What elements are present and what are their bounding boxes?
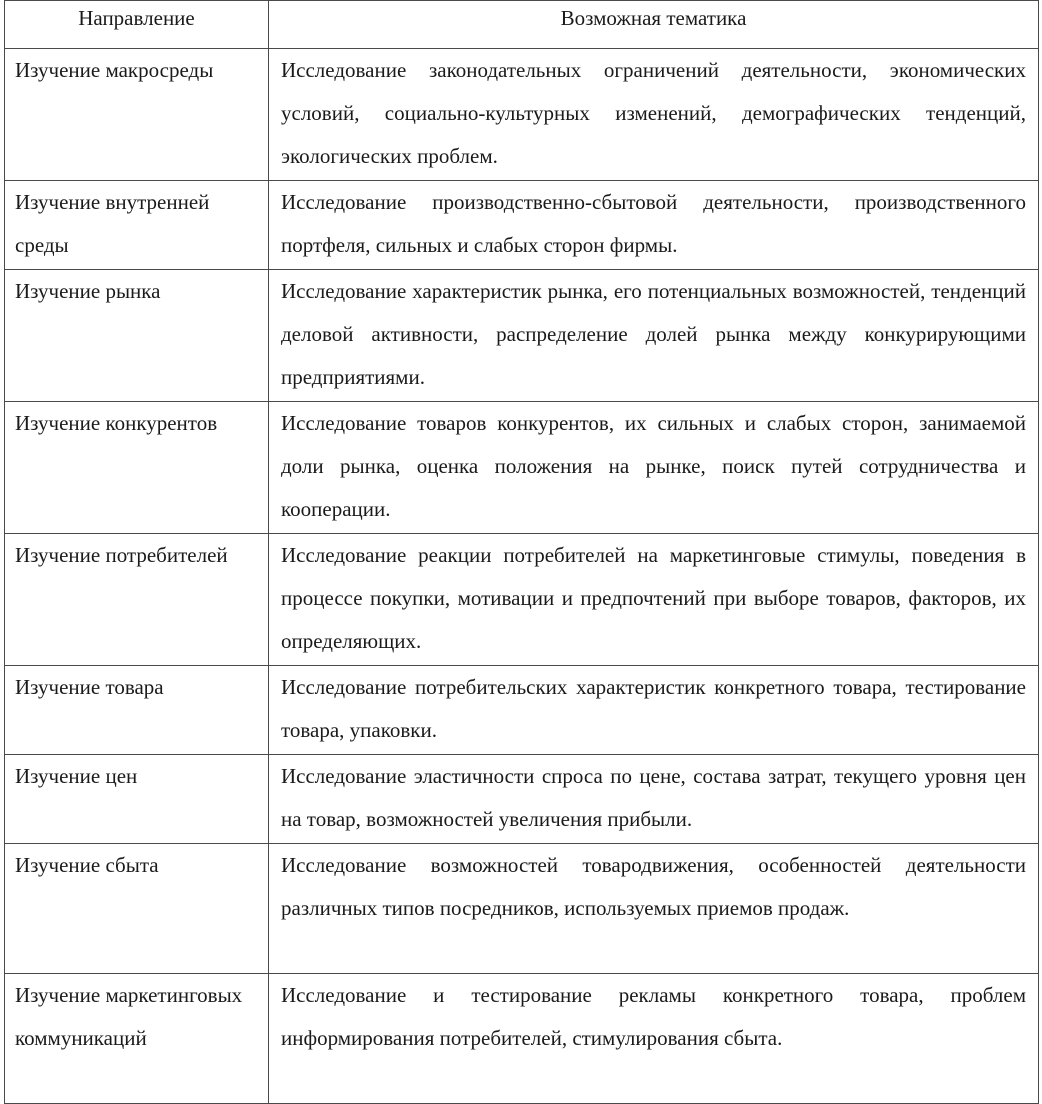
direction-cell: Изучение внутренней среды: [5, 181, 269, 270]
direction-cell: Изучение цен: [5, 755, 269, 844]
table-row: [5, 270, 1039, 402]
direction-cell: Изучение конкурентов: [5, 402, 269, 534]
direction-cell: Изучение товара: [5, 666, 269, 755]
topic-cell: Исследование товаров конкурентов, их сильных и слабых сторон, занимаемой доли рынка, оценка положения на рынке, поиск путей сотрудничества и кооперации.: [269, 402, 1039, 534]
table-row: [5, 402, 1039, 534]
topic-cell: Исследование эластичности спроса по цене, состава затрат, текущего уровня цен на товар, возможностей увеличения прибыли.: [269, 755, 1039, 844]
table-row: [5, 755, 1039, 844]
table-header: [5, 1, 1039, 49]
direction-cell: Изучение сбыта: [5, 844, 269, 974]
header-topic: Возможная тематика: [269, 1, 1039, 49]
table-row: [5, 844, 1039, 974]
table-row: [5, 666, 1039, 755]
topic-cell: Исследование производственно-сбытовой деятельности, производственного портфеля, сильных и слабых сторон фирмы.: [269, 181, 1039, 270]
topic-cell: Исследование характеристик рынка, его потенциальных возможностей, тенденций деловой активности, распределение долей рынка между конкурирующими предприятиями.: [269, 270, 1039, 402]
topic-cell: Исследование возможностей товародвижения, особенностей деятельности различных типов посредников, используемых приемов продаж.: [269, 844, 1039, 974]
table-row: [5, 534, 1039, 666]
topic-cell: Исследование потребительских характеристик конкретного товара, тестирование товара, упаковки.: [269, 666, 1039, 755]
table-row: [5, 974, 1039, 1104]
table-row: [5, 181, 1039, 270]
table-row: [5, 49, 1039, 181]
topic-cell: Исследование реакции потребителей на маркетинговые стимулы, поведения в процессе покупки, мотивации и предпочтений при выборе товаров, факторов, их определяющих.: [269, 534, 1039, 666]
topic-cell: Исследование законодательных ограничений деятельности, экономических условий, социально-культурных изменений, демографических тенденций, экологических проблем.: [269, 49, 1039, 181]
header-direction: Направление: [5, 1, 269, 49]
direction-cell: Изучение потребителей: [5, 534, 269, 666]
topic-cell: Исследование и тестирование рекламы конкретного товара, проблем информирования потребителей, стимулирования сбыта.: [269, 974, 1039, 1104]
direction-cell: Изучение макросреды: [5, 49, 269, 181]
table-body: [5, 49, 1039, 1104]
header-row: [5, 1, 1039, 49]
research-directions-table: [4, 0, 1039, 1104]
direction-cell: Изучение маркетинговых коммуникаций: [5, 974, 269, 1104]
direction-cell: Изучение рынка: [5, 270, 269, 402]
